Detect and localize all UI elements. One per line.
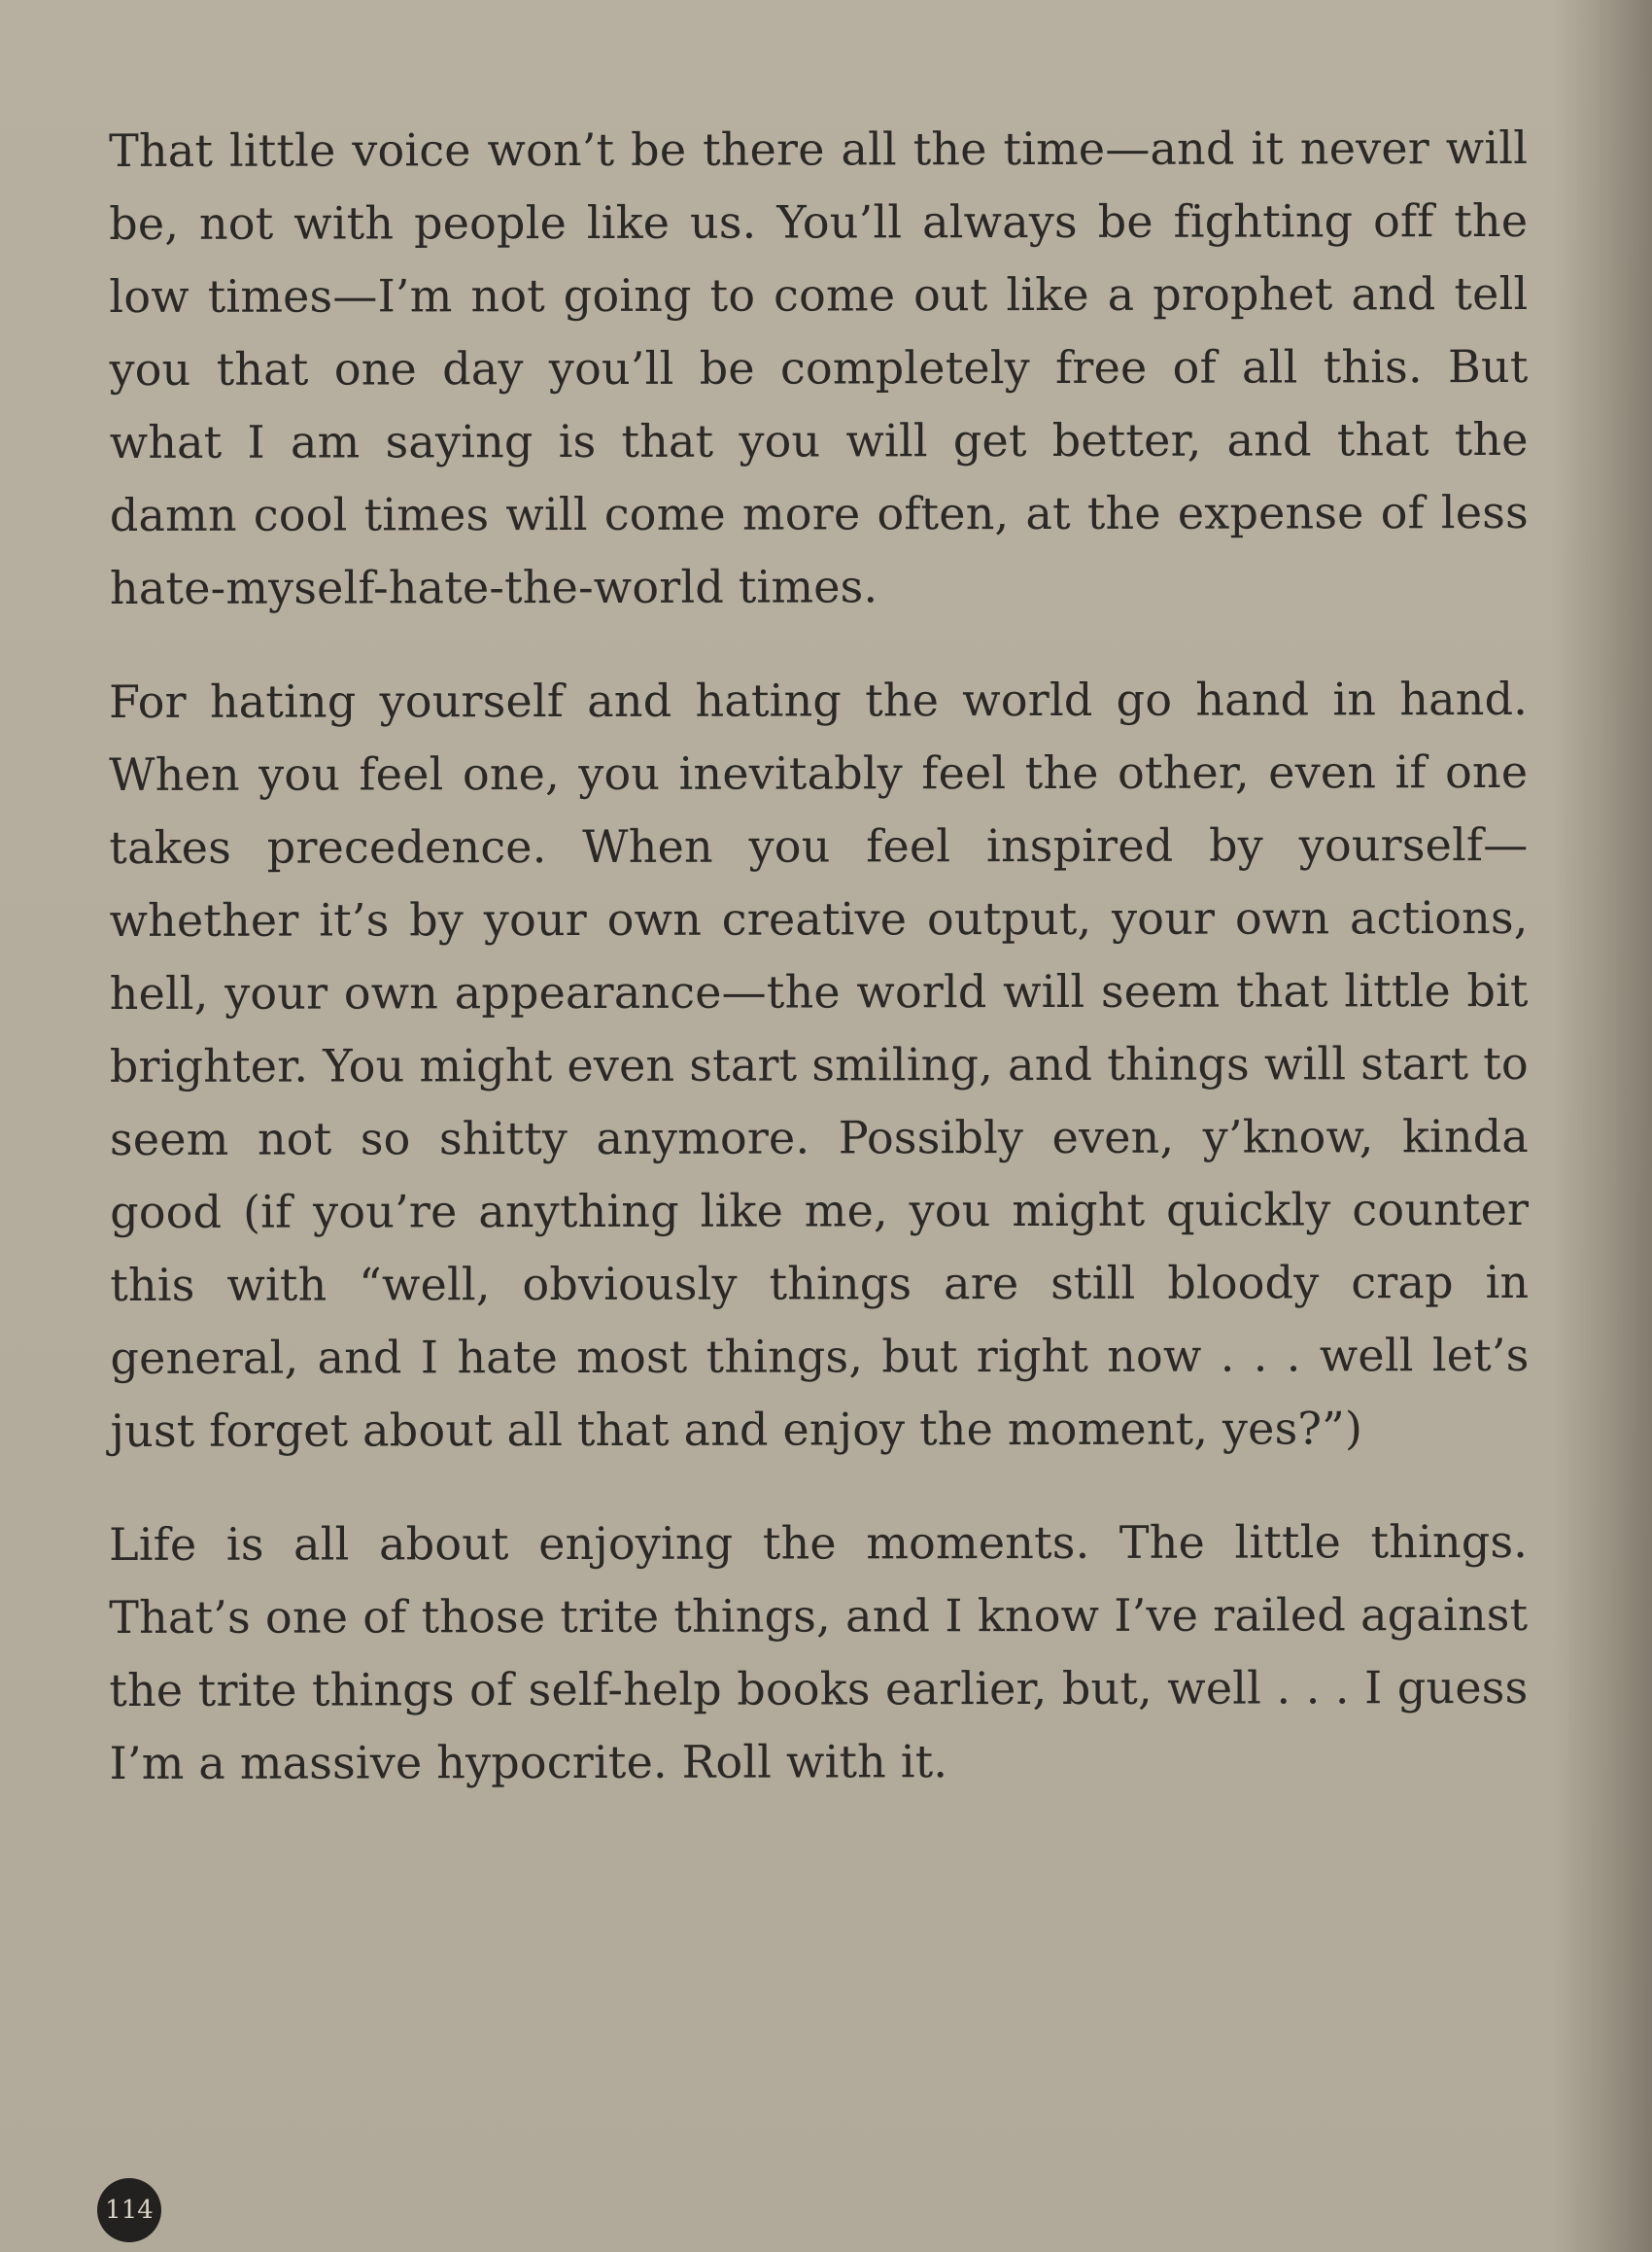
paragraph-1: That little voice won’t be there all the time—and it never will be, not with people like us. You’ll always be fighting off the low times—I’m not going to come out like a prophet and tell you that one day you’ll be completely free of all this. But what I am saying is that you will get better, and that the damn cool times will come more often, at the expense of less hate-myself-hate-the-world times.	[109, 121, 1529, 614]
page-number-badge: 114	[97, 2178, 161, 2242]
body-text	[109, 115, 1528, 1841]
paragraph-3: Life is all about enjoying the moments. The little things. That’s one of those trite things, and I know I’ve railed against the trite things of self-help books earlier, but, well . . . I guess I’m a massive hypocrite. Roll with it.	[109, 1514, 1529, 1789]
paragraph-2: For hating yourself and hating the world go hand in hand. When you feel one, you inevitably feel the other, even if one takes precedence. When you feel inspired by yourself—whether it’s by your own creative output, your own actions, hell, your own appearance—the world will seem that little bit brighter. You might even start smiling, and things will start to seem not so shitty anymore. Possibly even, y’know, kinda good (if you’re anything like me, you might quickly counter this with “well, obviously things are still bloody crap in general, and I hate most things, but right now . . . well let’s just forget about all that and enjoy the moment, yes?”)	[109, 672, 1530, 1457]
